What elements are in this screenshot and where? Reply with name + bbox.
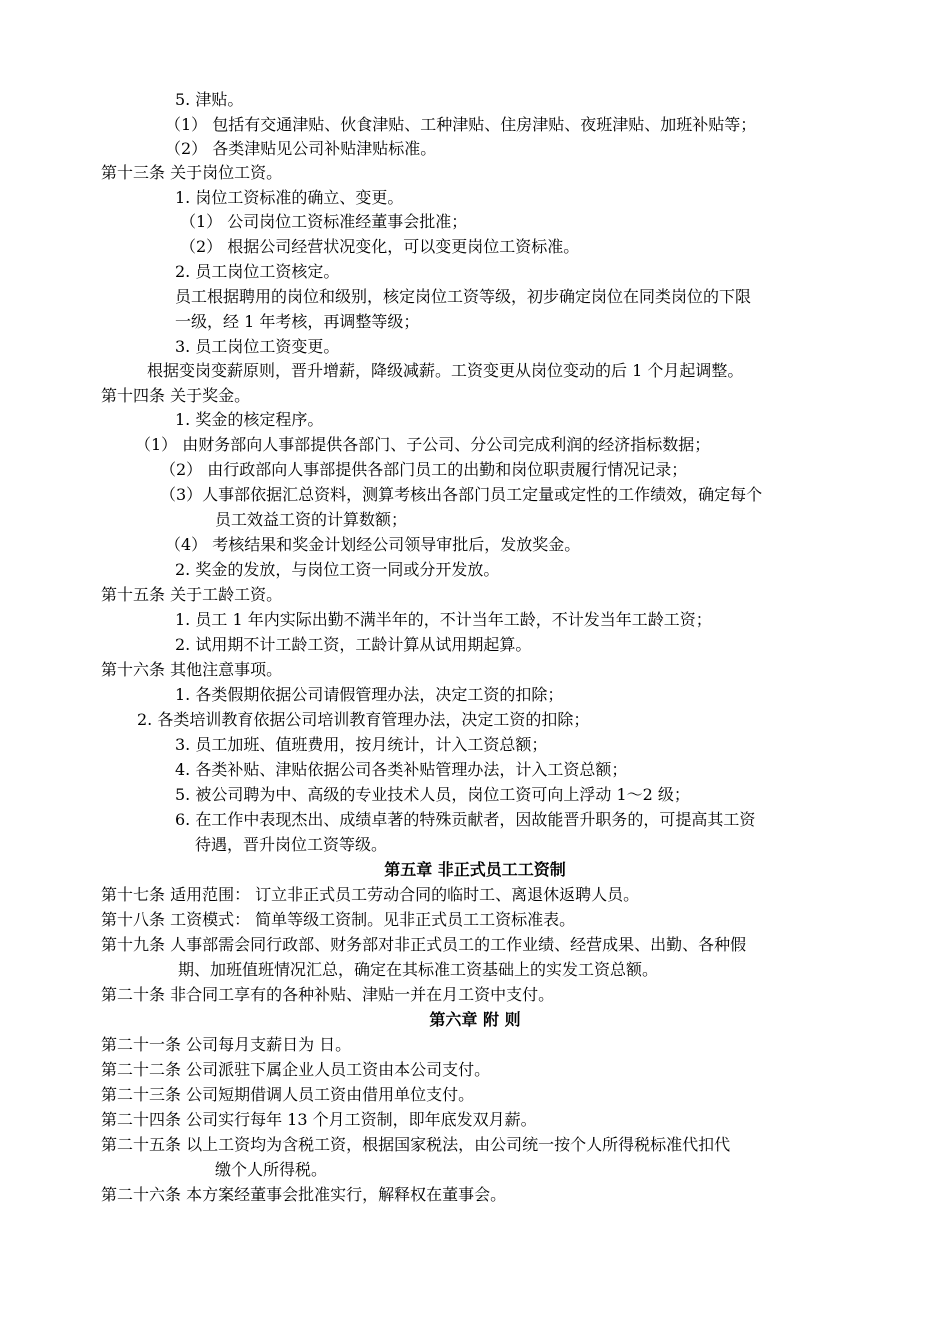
article-19: 第十九条 人事部需会同行政部、财务部对非正式员工的工作业绩、经营成果、出勤、各种假 — [101, 935, 747, 954]
article-13-item-2: 2. 员工岗位工资核定。 — [175, 262, 340, 281]
article-26: 第二十六条 本方案经董事会批准实行，解释权在董事会。 — [101, 1185, 507, 1204]
article-14-sub-1: （1） 由财务部向人事部提供各部门、子公司、分公司完成利润的经济指标数据； — [135, 435, 711, 454]
article-21: 第二十一条 公司每月支薪日为 日。 — [101, 1035, 352, 1054]
article-25: 第二十五条 以上工资均为含税工资，根据国家税法，由公司统一按个人所得税标准代扣代 — [101, 1135, 731, 1154]
article-13-item-3-text: 根据变岗变薪原则，晋升增薪，降级减薪。工资变更从岗位变动的后 1 个月起调整。 — [147, 361, 744, 380]
article-14-sub-3-cont: 员工效益工资的计算数额； — [215, 510, 408, 529]
article-13-sub-1: （1） 公司岗位工资标准经董事会批准； — [180, 212, 468, 231]
article-25-cont: 缴个人所得税。 — [215, 1160, 328, 1179]
article-17: 第十七条 适用范围： 订立非正式员工劳动合同的临时工、离退休返聘人员。 — [101, 885, 640, 904]
article-16-item-4: 4. 各类补贴、津贴依据公司各类补贴管理办法，计入工资总额； — [175, 760, 628, 779]
article-20: 第二十条 非合同工享有的各种补贴、津贴一并在月工资中支付。 — [101, 985, 555, 1004]
article-16-item-5: 5. 被公司聘为中、高级的专业技术人员，岗位工资可向上浮动 1～2 级； — [175, 785, 690, 804]
article-23: 第二十三条 公司短期借调人员工资由借用单位支付。 — [101, 1085, 475, 1104]
article-14-sub-4: （4） 考核结果和奖金计划经公司领导审批后，发放奖金。 — [165, 535, 581, 554]
article-16-item-1: 1. 各类假期依据公司请假管理办法，决定工资的扣除； — [175, 685, 564, 704]
article-19-cont: 期、加班值班情况汇总，确定在其标准工资基础上的实发工资总额。 — [178, 960, 659, 979]
article-13-item-2-text: 员工根据聘用的岗位和级别，核定岗位工资等级，初步确定岗位在同类岗位的下限 — [175, 287, 752, 306]
item-5-allowance: 5. 津贴。 — [175, 90, 244, 109]
article-13-title: 第十三条 关于岗位工资。 — [101, 163, 283, 182]
chapter-5-heading: 第五章 非正式员工工资制 — [384, 860, 566, 879]
article-13-sub-2: （2） 根据公司经营状况变化，可以变更岗位工资标准。 — [180, 237, 580, 256]
article-22: 第二十二条 公司派驻下属企业人员工资由本公司支付。 — [101, 1060, 491, 1079]
article-15-title: 第十五条 关于工龄工资。 — [101, 585, 283, 604]
article-14-title: 第十四条 关于奖金。 — [101, 386, 251, 405]
article-16-item-3: 3. 员工加班、值班费用，按月统计，计入工资总额； — [175, 735, 548, 754]
article-16-item-2: 2. 各类培训教育依据公司培训教育管理办法，决定工资的扣除； — [137, 710, 590, 729]
article-15-item-2: 2. 试用期不计工龄工资，工龄计算从试用期起算。 — [175, 635, 532, 654]
article-16-item-6: 6. 在工作中表现杰出、成绩卓著的特殊贡献者，因故能晋升职务的，可提高其工资 — [175, 810, 756, 829]
article-13-item-1: 1. 岗位工资标准的确立、变更。 — [175, 188, 404, 207]
article-15-item-1: 1. 员工 1 年内实际出勤不满半年的，不计当年工龄，不计发当年工龄工资； — [175, 610, 712, 629]
article-24: 第二十四条 公司实行每年 13 个月工资制，即年底发双月薪。 — [101, 1110, 537, 1129]
chapter-6-heading: 第六章 附 则 — [429, 1010, 521, 1029]
allowance-sub-2: （2） 各类津贴见公司补贴津贴标准。 — [165, 139, 437, 158]
article-16-title: 第十六条 其他注意事项。 — [101, 660, 283, 679]
allowance-sub-1: （1） 包括有交通津贴、伙食津贴、工种津贴、住房津贴、夜班津贴、加班补贴等； — [165, 115, 757, 134]
article-14-item-2: 2. 奖金的发放，与岗位工资一同或分开发放。 — [175, 560, 500, 579]
article-16-item-6-cont: 待遇，晋升岗位工资等级。 — [195, 835, 388, 854]
article-13-item-3: 3. 员工岗位工资变更。 — [175, 337, 340, 356]
article-14-sub-3: （3）人事部依据汇总资料，测算考核出各部门员工定量或定性的工作绩效，确定每个 — [160, 485, 763, 504]
article-18: 第十八条 工资模式： 简单等级工资制。见非正式员工工资标准表。 — [101, 910, 576, 929]
article-14-sub-2: （2） 由行政部向人事部提供各部门员工的出勤和岗位职责履行情况记录； — [160, 460, 688, 479]
article-14-item-1: 1. 奖金的核定程序。 — [175, 410, 324, 429]
article-13-item-2-text-cont: 一级，经 1 年考核，再调整等级； — [175, 312, 420, 331]
